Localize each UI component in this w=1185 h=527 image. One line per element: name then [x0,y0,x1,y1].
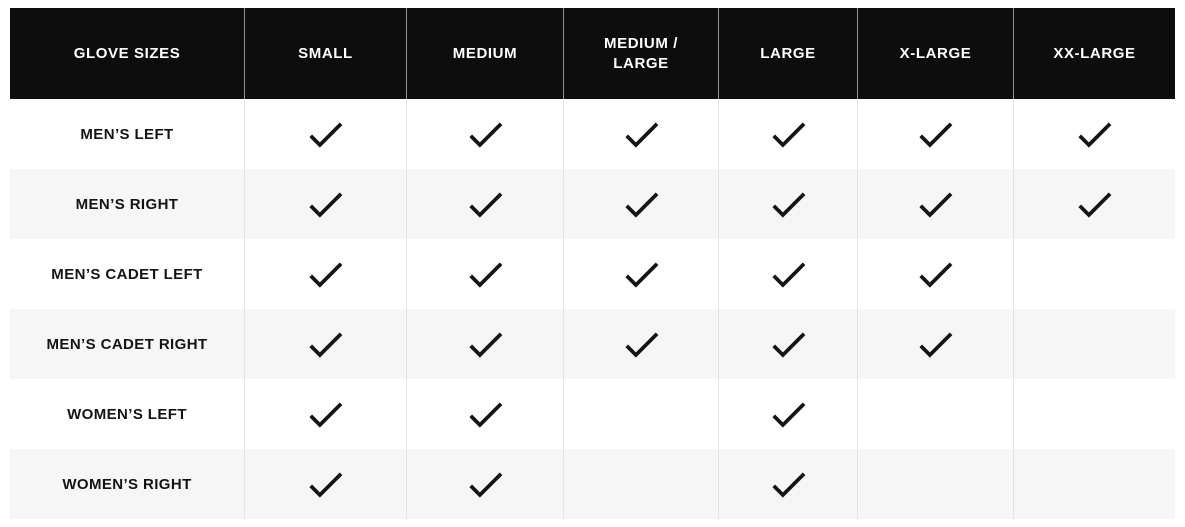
available-cell-women-s-left-medium [406,379,563,449]
table-row-men-s-left [10,99,1175,169]
row-label: WOMEN’S LEFT [67,405,187,423]
check-icon [463,252,508,297]
column-header-small [244,8,406,99]
available-cell-men-s-cadet-right-x-large [857,309,1013,379]
available-cell-men-s-left-medium-large [563,99,718,169]
check-icon [303,112,348,157]
row-label-cell [10,309,244,379]
empty-cell-women-s-right-xx-large [1013,449,1175,519]
column-header-medium-large [563,8,718,99]
row-label: MEN’S CADET RIGHT [46,335,208,353]
empty-cell-women-s-right-x-large [857,449,1013,519]
corner-header-glove-sizes [10,8,244,99]
check-icon [303,392,348,437]
available-cell-men-s-left-x-large [857,99,1013,169]
available-cell-men-s-cadet-left-x-large [857,239,1013,309]
check-icon [766,392,811,437]
check-icon [913,252,958,297]
check-icon [619,252,664,297]
check-icon [619,322,664,367]
row-label-cell [10,379,244,449]
check-icon [766,112,811,157]
empty-cell-women-s-left-xx-large [1013,379,1175,449]
row-label: MEN’S RIGHT [75,195,179,213]
table-row-women-s-right [10,449,1175,519]
available-cell-women-s-right-medium [406,449,563,519]
check-icon [913,182,958,227]
check-icon [913,322,958,367]
available-cell-women-s-right-small [244,449,406,519]
empty-cell-women-s-right-medium-large [563,449,718,519]
available-cell-women-s-left-large [718,379,857,449]
available-cell-men-s-right-small [244,169,406,239]
check-icon [463,392,508,437]
column-header-label: MEDIUM / LARGE [604,35,678,72]
check-icon [766,182,811,227]
check-icon [913,112,958,157]
table-row-men-s-right [10,169,1175,239]
available-cell-men-s-cadet-right-small [244,309,406,379]
check-icon [619,182,664,227]
check-icon [303,322,348,367]
check-icon [1072,182,1117,227]
available-cell-men-s-left-small [244,99,406,169]
check-icon [766,322,811,367]
available-cell-men-s-cadet-left-medium-large [563,239,718,309]
empty-cell-women-s-left-x-large [857,379,1013,449]
row-label-cell [10,449,244,519]
available-cell-men-s-right-medium-large [563,169,718,239]
row-label-cell [10,99,244,169]
available-cell-men-s-cadet-right-medium-large [563,309,718,379]
available-cell-men-s-cadet-left-large [718,239,857,309]
glove-sizes-table [10,8,1175,519]
row-label: MEN’S LEFT [80,125,174,143]
check-icon [463,462,508,507]
table-row-men-s-cadet-left [10,239,1175,309]
available-cell-men-s-right-medium [406,169,563,239]
available-cell-men-s-right-x-large [857,169,1013,239]
check-icon [766,462,811,507]
column-header-label: XX-LARGE [1053,44,1136,62]
row-label: MEN’S CADET LEFT [51,265,203,283]
column-header-x-large [857,8,1013,99]
row-label-cell [10,169,244,239]
check-icon [303,182,348,227]
row-label-cell [10,239,244,309]
column-header-label: SMALL [298,44,353,62]
table-body [10,99,1175,519]
table-row-women-s-left [10,379,1175,449]
empty-cell-women-s-left-medium-large [563,379,718,449]
column-header-label: MEDIUM [452,44,518,62]
available-cell-men-s-cadet-left-small [244,239,406,309]
check-icon [463,322,508,367]
column-header-xx-large [1013,8,1175,99]
check-icon [619,112,664,157]
available-cell-men-s-right-xx-large [1013,169,1175,239]
table-header-row [10,8,1175,99]
check-icon [766,252,811,297]
available-cell-men-s-left-xx-large [1013,99,1175,169]
check-icon [303,462,348,507]
column-header-label: X-LARGE [899,44,972,62]
available-cell-women-s-left-small [244,379,406,449]
column-header-label: LARGE [760,44,816,62]
available-cell-men-s-cadet-right-large [718,309,857,379]
check-icon [463,112,508,157]
check-icon [1072,112,1117,157]
corner-header-label: GLOVE SIZES [73,44,181,62]
available-cell-men-s-cadet-right-medium [406,309,563,379]
column-header-large [718,8,857,99]
available-cell-men-s-left-large [718,99,857,169]
check-icon [303,252,348,297]
available-cell-men-s-right-large [718,169,857,239]
empty-cell-men-s-cadet-left-xx-large [1013,239,1175,309]
available-cell-men-s-left-medium [406,99,563,169]
column-header-medium [406,8,563,99]
table-row-men-s-cadet-right [10,309,1175,379]
available-cell-women-s-right-large [718,449,857,519]
row-label: WOMEN’S RIGHT [62,475,192,493]
check-icon [463,182,508,227]
available-cell-men-s-cadet-left-medium [406,239,563,309]
empty-cell-men-s-cadet-right-xx-large [1013,309,1175,379]
